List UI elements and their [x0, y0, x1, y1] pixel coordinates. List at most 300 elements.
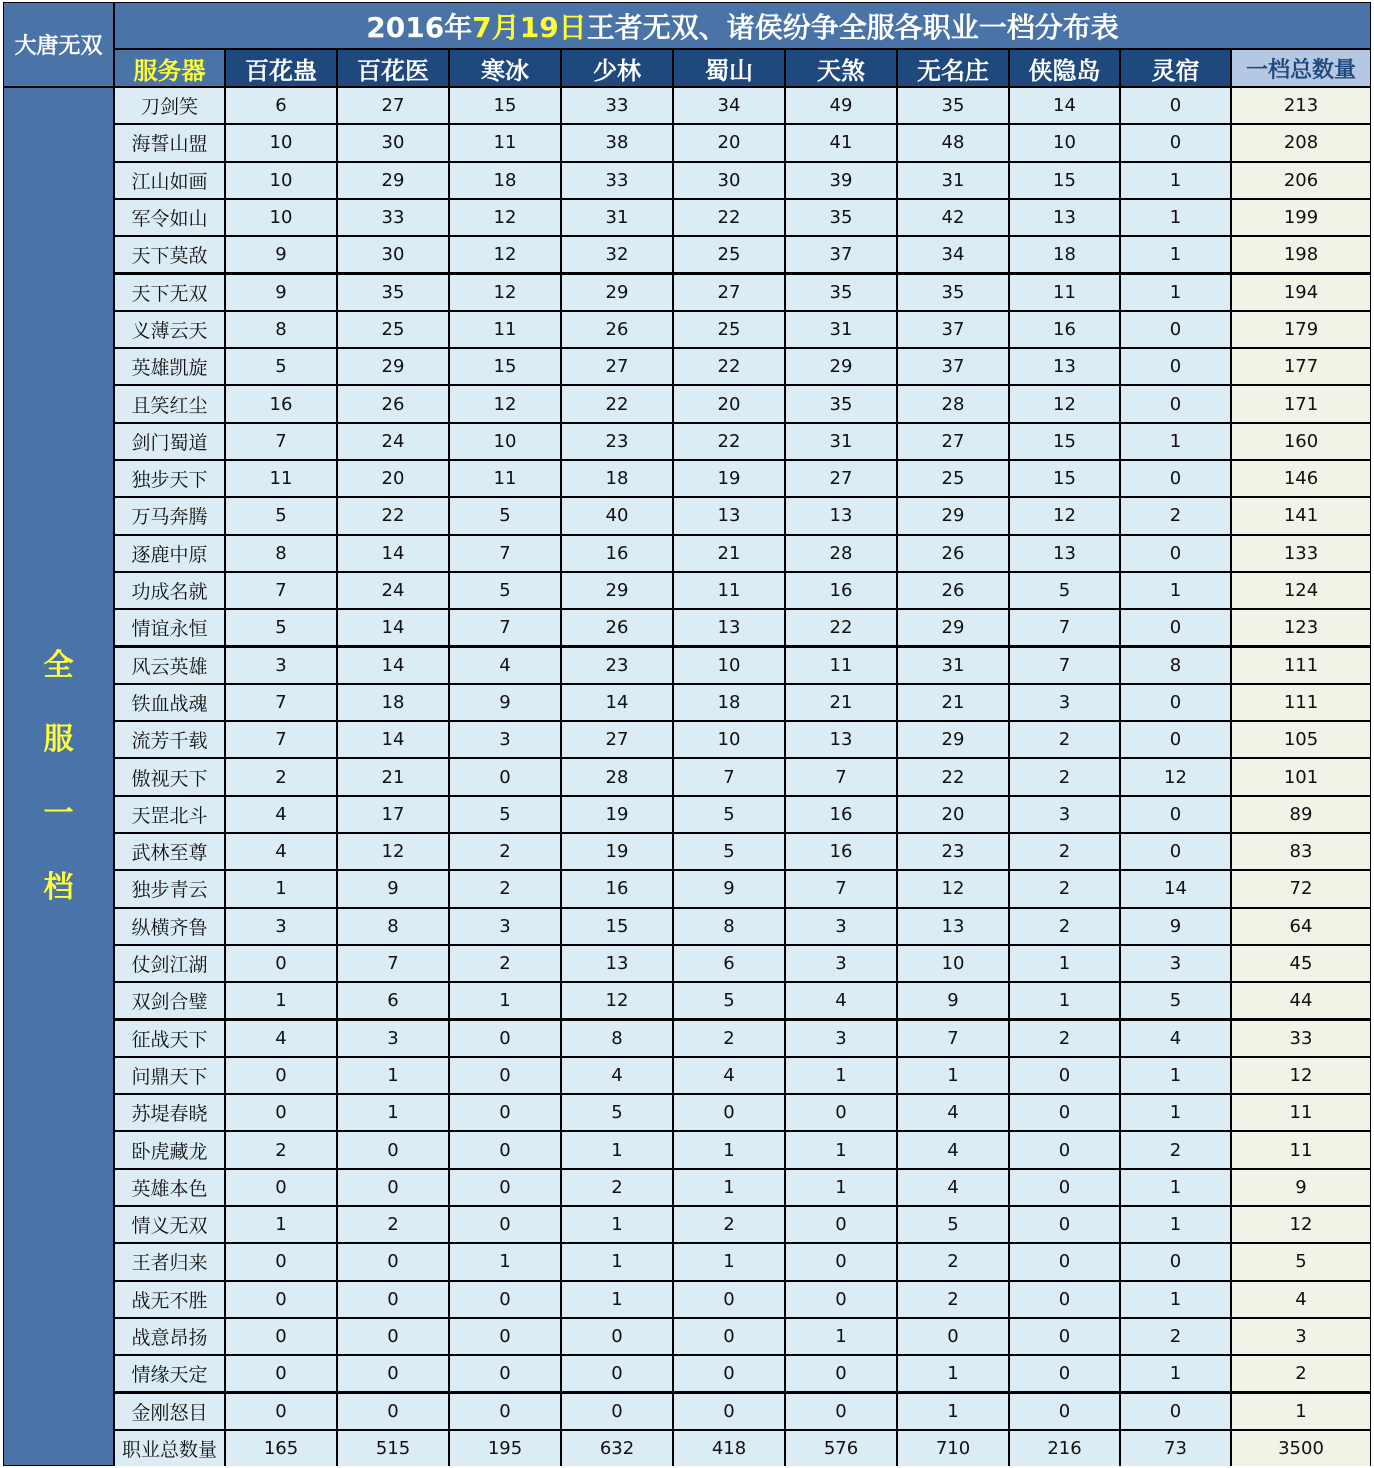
- profession-count: 0: [1010, 1132, 1119, 1167]
- profession-count: 0: [450, 1058, 560, 1093]
- profession-count: 2: [1121, 1132, 1230, 1167]
- profession-count: 7: [1010, 610, 1119, 645]
- profession-count: 35: [898, 275, 1008, 310]
- profession-count: 0: [786, 1244, 896, 1279]
- profession-count: 26: [562, 312, 672, 347]
- profession-count: 22: [674, 200, 784, 235]
- profession-count: 0: [1121, 349, 1230, 384]
- summary-label: 职业总数量: [115, 1431, 224, 1466]
- profession-count: 0: [674, 1394, 784, 1429]
- profession-count: 28: [898, 386, 1008, 421]
- profession-count: 10: [898, 946, 1008, 981]
- profession-count: 1: [1121, 573, 1230, 608]
- profession-count: 5: [226, 349, 336, 384]
- server-name: 纵横齐鲁: [115, 909, 224, 944]
- profession-count: 8: [562, 1021, 672, 1056]
- profession-count: 73: [1121, 1431, 1230, 1466]
- profession-count: 35: [786, 200, 896, 235]
- profession-count: 1: [786, 1319, 896, 1354]
- profession-count: 3: [786, 1021, 896, 1056]
- profession-count: 3: [450, 722, 560, 757]
- row-total: 206: [1232, 163, 1370, 198]
- profession-count: 2: [450, 946, 560, 981]
- profession-count: 10: [226, 163, 336, 198]
- profession-count: 1: [898, 1356, 1008, 1391]
- profession-count: 4: [226, 1021, 336, 1056]
- profession-count: 1: [898, 1394, 1008, 1429]
- profession-count: 0: [450, 1356, 560, 1391]
- profession-count: 2: [1121, 498, 1230, 533]
- profession-count: 1: [562, 1207, 672, 1242]
- server-name: 义薄云天: [115, 312, 224, 347]
- profession-count: 1: [1010, 983, 1119, 1018]
- profession-count: 3: [450, 909, 560, 944]
- profession-count: 21: [338, 759, 448, 794]
- row-total: 160: [1232, 424, 1370, 459]
- profession-count: 21: [786, 685, 896, 720]
- profession-count: 1: [674, 1170, 784, 1205]
- profession-count: 2: [898, 1244, 1008, 1279]
- profession-count: 6: [338, 983, 448, 1018]
- profession-count: 632: [562, 1431, 672, 1466]
- profession-count: 7: [898, 1021, 1008, 1056]
- profession-count: 2: [898, 1282, 1008, 1317]
- profession-count: 27: [674, 275, 784, 310]
- profession-count: 5: [226, 498, 336, 533]
- profession-count: 3: [786, 946, 896, 981]
- profession-count: 0: [1010, 1058, 1119, 1093]
- profession-count: 0: [1010, 1319, 1119, 1354]
- profession-count: 7: [786, 759, 896, 794]
- profession-count: 29: [338, 163, 448, 198]
- profession-count: 1: [674, 1244, 784, 1279]
- header-total: 一档总数量: [1232, 50, 1370, 86]
- profession-count: 12: [1010, 386, 1119, 421]
- profession-count: 12: [562, 983, 672, 1018]
- profession-count: 0: [1121, 536, 1230, 571]
- profession-count: 31: [786, 424, 896, 459]
- profession-count: 35: [338, 275, 448, 310]
- server-name: 铁血战魂: [115, 685, 224, 720]
- profession-count: 20: [674, 125, 784, 160]
- profession-count: 29: [338, 349, 448, 384]
- profession-count: 5: [674, 797, 784, 832]
- server-name: 天下莫敌: [115, 237, 224, 272]
- profession-count: 1: [450, 983, 560, 1018]
- profession-count: 1: [786, 1132, 896, 1167]
- profession-count: 27: [562, 349, 672, 384]
- profession-count: 3: [1010, 797, 1119, 832]
- profession-count: 8: [1121, 648, 1230, 683]
- profession-count: 31: [898, 163, 1008, 198]
- profession-count: 0: [1121, 722, 1230, 757]
- profession-count: 0: [450, 1282, 560, 1317]
- server-name: 仗剑江湖: [115, 946, 224, 981]
- profession-count: 3: [226, 909, 336, 944]
- profession-count: 26: [562, 610, 672, 645]
- profession-count: 0: [1121, 1244, 1230, 1279]
- profession-count: 5: [226, 610, 336, 645]
- profession-count: 13: [786, 722, 896, 757]
- profession-count: 29: [786, 349, 896, 384]
- profession-count: 0: [786, 1356, 896, 1391]
- profession-count: 30: [338, 237, 448, 272]
- profession-count: 15: [450, 88, 560, 123]
- profession-count: 10: [226, 200, 336, 235]
- profession-count: 38: [562, 125, 672, 160]
- profession-count: 2: [450, 834, 560, 869]
- profession-count: 14: [338, 648, 448, 683]
- grand-total: 3500: [1232, 1431, 1370, 1466]
- profession-count: 1: [226, 1207, 336, 1242]
- profession-count: 0: [450, 1319, 560, 1354]
- profession-count: 42: [898, 200, 1008, 235]
- profession-count: 0: [1010, 1095, 1119, 1130]
- server-name: 军令如山: [115, 200, 224, 235]
- profession-count: 8: [674, 909, 784, 944]
- profession-count: 13: [1010, 349, 1119, 384]
- profession-count: 15: [562, 909, 672, 944]
- profession-count: 9: [226, 237, 336, 272]
- profession-count: 0: [338, 1170, 448, 1205]
- profession-count: 34: [674, 88, 784, 123]
- profession-count: 16: [226, 386, 336, 421]
- profession-count: 7: [338, 946, 448, 981]
- profession-count: 2: [1010, 871, 1119, 906]
- profession-count: 2: [674, 1021, 784, 1056]
- profession-count: 30: [674, 163, 784, 198]
- profession-count: 27: [786, 461, 896, 496]
- title-suffix: 王者无双、诸侯纷争全服各职业一档分布表: [586, 10, 1119, 44]
- profession-count: 2: [450, 871, 560, 906]
- header-profession: 天煞: [786, 50, 896, 86]
- profession-count: 16: [1010, 312, 1119, 347]
- row-total: 33: [1232, 1021, 1370, 1056]
- profession-count: 1: [562, 1132, 672, 1167]
- profession-count: 0: [1121, 834, 1230, 869]
- profession-count: 19: [562, 797, 672, 832]
- profession-count: 22: [338, 498, 448, 533]
- profession-count: 20: [338, 461, 448, 496]
- profession-count: 25: [674, 312, 784, 347]
- profession-count: 31: [786, 312, 896, 347]
- profession-count: 0: [226, 1170, 336, 1205]
- profession-count: 2: [1010, 722, 1119, 757]
- profession-count: 18: [674, 685, 784, 720]
- distribution-table: [3, 2, 1371, 1466]
- row-total: 146: [1232, 461, 1370, 496]
- profession-count: 1: [1121, 200, 1230, 235]
- profession-count: 2: [1121, 1319, 1230, 1354]
- side-char: 一: [43, 795, 74, 831]
- profession-count: 1: [674, 1132, 784, 1167]
- header-profession: 寒冰: [450, 50, 560, 86]
- profession-count: 14: [338, 722, 448, 757]
- profession-count: 710: [898, 1431, 1008, 1466]
- profession-count: 1: [1121, 1170, 1230, 1205]
- profession-count: 0: [450, 1394, 560, 1429]
- profession-count: 9: [1121, 909, 1230, 944]
- profession-count: 7: [450, 610, 560, 645]
- profession-count: 7: [1010, 648, 1119, 683]
- server-name: 战意昂扬: [115, 1319, 224, 1354]
- server-name: 独步天下: [115, 461, 224, 496]
- profession-count: 15: [1010, 461, 1119, 496]
- brand-label: 大唐无双: [4, 3, 113, 86]
- profession-count: 20: [898, 797, 1008, 832]
- table-title: [115, 3, 1370, 48]
- server-name: 卧虎藏龙: [115, 1132, 224, 1167]
- row-total: 133: [1232, 536, 1370, 571]
- profession-count: 2: [674, 1207, 784, 1242]
- profession-count: 19: [562, 834, 672, 869]
- side-char: 档: [43, 869, 74, 905]
- profession-count: 2: [1010, 909, 1119, 944]
- profession-count: 4: [786, 983, 896, 1018]
- profession-count: 41: [786, 125, 896, 160]
- profession-count: 29: [898, 722, 1008, 757]
- server-name: 双剑合璧: [115, 983, 224, 1018]
- row-total: 198: [1232, 237, 1370, 272]
- profession-count: 7: [450, 536, 560, 571]
- profession-count: 7: [226, 685, 336, 720]
- profession-count: 15: [1010, 424, 1119, 459]
- profession-count: 29: [562, 573, 672, 608]
- profession-count: 22: [562, 386, 672, 421]
- profession-count: 12: [450, 386, 560, 421]
- profession-count: 1: [226, 983, 336, 1018]
- profession-count: 33: [562, 163, 672, 198]
- profession-count: 10: [674, 722, 784, 757]
- profession-count: 3: [1121, 946, 1230, 981]
- profession-count: 5: [450, 498, 560, 533]
- profession-count: 12: [450, 275, 560, 310]
- profession-count: 12: [898, 871, 1008, 906]
- profession-count: 1: [1121, 275, 1230, 310]
- header-profession: 少林: [562, 50, 672, 86]
- profession-count: 13: [786, 498, 896, 533]
- server-name: 流芳千载: [115, 722, 224, 757]
- profession-count: 0: [226, 1244, 336, 1279]
- profession-count: 37: [898, 349, 1008, 384]
- profession-count: 1: [1121, 1356, 1230, 1391]
- row-total: 213: [1232, 88, 1370, 123]
- profession-count: 0: [450, 1207, 560, 1242]
- server-name: 剑门蜀道: [115, 424, 224, 459]
- profession-count: 1: [1010, 946, 1119, 981]
- profession-count: 1: [1121, 1207, 1230, 1242]
- profession-count: 0: [1121, 797, 1230, 832]
- row-total: 111: [1232, 648, 1370, 683]
- side-char: 服: [43, 721, 74, 757]
- row-total: 72: [1232, 871, 1370, 906]
- profession-count: 0: [226, 1394, 336, 1429]
- profession-count: 195: [450, 1431, 560, 1466]
- server-name: 金刚怒目: [115, 1394, 224, 1429]
- profession-count: 0: [1121, 88, 1230, 123]
- profession-count: 22: [898, 759, 1008, 794]
- row-total: 89: [1232, 797, 1370, 832]
- profession-count: 8: [338, 909, 448, 944]
- profession-count: 1: [1121, 1095, 1230, 1130]
- profession-count: 515: [338, 1431, 448, 1466]
- profession-count: 0: [786, 1282, 896, 1317]
- profession-count: 7: [226, 722, 336, 757]
- profession-count: 11: [226, 461, 336, 496]
- profession-count: 165: [226, 1431, 336, 1466]
- profession-count: 11: [450, 125, 560, 160]
- row-total: 44: [1232, 983, 1370, 1018]
- row-total: 4: [1232, 1282, 1370, 1317]
- profession-count: 0: [1010, 1207, 1119, 1242]
- profession-count: 13: [1010, 536, 1119, 571]
- profession-count: 0: [338, 1282, 448, 1317]
- row-total: 83: [1232, 834, 1370, 869]
- header-profession: 蜀山: [674, 50, 784, 86]
- profession-count: 0: [1121, 685, 1230, 720]
- profession-count: 49: [786, 88, 896, 123]
- profession-count: 10: [674, 648, 784, 683]
- profession-count: 576: [786, 1431, 896, 1466]
- profession-count: 35: [786, 275, 896, 310]
- profession-count: 0: [674, 1282, 784, 1317]
- row-total: 208: [1232, 125, 1370, 160]
- header-profession: 灵宿: [1121, 50, 1230, 86]
- profession-count: 13: [898, 909, 1008, 944]
- server-name: 且笑红尘: [115, 386, 224, 421]
- profession-count: 30: [338, 125, 448, 160]
- profession-count: 28: [786, 536, 896, 571]
- row-total: 11: [1232, 1095, 1370, 1130]
- profession-count: 25: [898, 461, 1008, 496]
- server-name: 海誓山盟: [115, 125, 224, 160]
- server-name: 英雄凯旋: [115, 349, 224, 384]
- row-total: 124: [1232, 573, 1370, 608]
- profession-count: 26: [898, 573, 1008, 608]
- profession-count: 4: [898, 1095, 1008, 1130]
- profession-count: 0: [1010, 1282, 1119, 1317]
- profession-count: 2: [1010, 834, 1119, 869]
- profession-count: 0: [1010, 1394, 1119, 1429]
- profession-count: 4: [898, 1170, 1008, 1205]
- profession-count: 11: [1010, 275, 1119, 310]
- profession-count: 0: [338, 1319, 448, 1354]
- profession-count: 39: [786, 163, 896, 198]
- profession-count: 4: [226, 797, 336, 832]
- server-name: 英雄本色: [115, 1170, 224, 1205]
- profession-count: 31: [562, 200, 672, 235]
- profession-count: 16: [562, 536, 672, 571]
- profession-count: 26: [898, 536, 1008, 571]
- profession-count: 1: [562, 1244, 672, 1279]
- profession-count: 25: [674, 237, 784, 272]
- row-total: 64: [1232, 909, 1370, 944]
- row-total: 3: [1232, 1319, 1370, 1354]
- profession-count: 1: [226, 871, 336, 906]
- row-total: 101: [1232, 759, 1370, 794]
- profession-count: 7: [226, 424, 336, 459]
- profession-count: 0: [338, 1132, 448, 1167]
- profession-count: 4: [898, 1132, 1008, 1167]
- profession-count: 24: [338, 573, 448, 608]
- profession-count: 1: [1121, 1058, 1230, 1093]
- profession-count: 16: [562, 871, 672, 906]
- profession-count: 1: [786, 1170, 896, 1205]
- profession-count: 10: [226, 125, 336, 160]
- profession-count: 0: [226, 946, 336, 981]
- profession-count: 9: [898, 983, 1008, 1018]
- row-total: 11: [1232, 1132, 1370, 1167]
- profession-count: 0: [1121, 461, 1230, 496]
- profession-count: 1: [338, 1058, 448, 1093]
- profession-count: 32: [562, 237, 672, 272]
- profession-count: 5: [674, 834, 784, 869]
- profession-count: 33: [562, 88, 672, 123]
- side-char: 全: [43, 647, 74, 683]
- profession-count: 35: [898, 88, 1008, 123]
- profession-count: 5: [450, 797, 560, 832]
- profession-count: 0: [1121, 610, 1230, 645]
- profession-count: 7: [786, 871, 896, 906]
- profession-count: 4: [450, 648, 560, 683]
- profession-count: 7: [226, 573, 336, 608]
- row-total: 9: [1232, 1170, 1370, 1205]
- row-total: 105: [1232, 722, 1370, 757]
- profession-count: 24: [338, 424, 448, 459]
- profession-count: 0: [562, 1356, 672, 1391]
- row-total: 199: [1232, 200, 1370, 235]
- profession-count: 26: [338, 386, 448, 421]
- profession-count: 0: [450, 1021, 560, 1056]
- profession-count: 16: [786, 797, 896, 832]
- profession-count: 27: [898, 424, 1008, 459]
- profession-count: 17: [338, 797, 448, 832]
- profession-count: 29: [898, 498, 1008, 533]
- server-name: 王者归来: [115, 1244, 224, 1279]
- profession-count: 2: [1010, 1021, 1119, 1056]
- profession-count: 27: [562, 722, 672, 757]
- profession-count: 0: [1010, 1356, 1119, 1391]
- profession-count: 3: [338, 1021, 448, 1056]
- profession-count: 5: [898, 1207, 1008, 1242]
- server-name: 江山如画: [115, 163, 224, 198]
- profession-count: 0: [226, 1356, 336, 1391]
- profession-count: 15: [450, 349, 560, 384]
- profession-count: 3: [1010, 685, 1119, 720]
- header-profession: 百花医: [338, 50, 448, 86]
- profession-count: 13: [674, 610, 784, 645]
- profession-count: 37: [786, 237, 896, 272]
- profession-count: 9: [450, 685, 560, 720]
- profession-count: 11: [450, 312, 560, 347]
- profession-count: 1: [1121, 424, 1230, 459]
- profession-count: 28: [562, 759, 672, 794]
- row-total: 179: [1232, 312, 1370, 347]
- row-total: 45: [1232, 946, 1370, 981]
- profession-count: 4: [674, 1058, 784, 1093]
- profession-count: 0: [450, 759, 560, 794]
- profession-count: 25: [338, 312, 448, 347]
- profession-count: 8: [226, 536, 336, 571]
- profession-count: 4: [1121, 1021, 1230, 1056]
- profession-count: 11: [786, 648, 896, 683]
- profession-count: 22: [786, 610, 896, 645]
- server-name: 刀剑笑: [115, 88, 224, 123]
- profession-count: 16: [786, 834, 896, 869]
- profession-count: 3: [226, 648, 336, 683]
- server-name: 万马奔腾: [115, 498, 224, 533]
- side-label: [4, 88, 113, 1465]
